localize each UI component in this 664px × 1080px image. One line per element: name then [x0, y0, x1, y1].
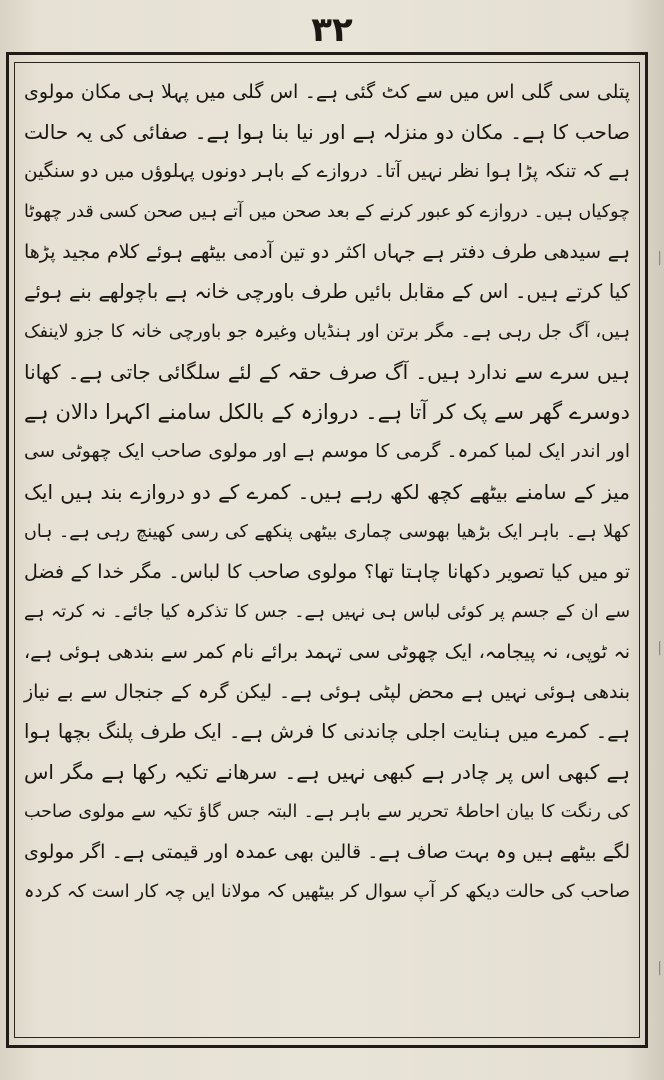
text-line: دوسرے گھر سے پک کر آتا ہے۔ دروازہ کے بالکل سامنے اکہرا دالان ہے — [24, 400, 630, 424]
text-line: ہے کبھی اس پر چادر ہے کبھی نہیں ہے۔ سرھانے تکیہ رکھا ہے مگر اس — [24, 760, 630, 784]
page-number: ۳۲ — [311, 10, 353, 50]
text-line: ہے۔ کمرے میں ہنایت اجلی چاندنی کا فرش ہے۔ ایک طرف پلنگ بچھا ہوا — [24, 720, 630, 743]
text-line: ہے کہ تنکہ پڑا ہوا نظر نہیں آتا۔ دروازے کے باہر دونوں پہلوؤں میں دو سنگین — [24, 161, 630, 182]
text-line: اور اندر ایک لمبا کمرہ۔ گرمی کا موسم ہے اور مولوی صاحب ایک چھوٹی سی — [24, 441, 630, 462]
margin-pencil-mark: | — [657, 640, 662, 656]
text-line: تو میں کیا تصویر دکھانا چاہتا تھا؟ مولوی صاحب کا لباس۔ مگر خدا کے فضل — [24, 561, 630, 583]
text-line: چوکیاں ہیں۔ دروازے کو عبور کرنے کے بعد صحن میں آتے ہیں صحن کسی قدر چھوٹا — [24, 202, 630, 222]
text-line: ہے سیدھی طرف دفتر ہے جہاں اکثر دو تین آدمی بیٹھے ہوئے کلام مجید پڑھا — [24, 241, 630, 263]
text-line: بندھی ہوئی نہیں ہے محض لپٹی ہوئی ہے۔ لیکن گرہ کے جنجال سے بے نیاز — [24, 681, 630, 703]
margin-pencil-mark: | — [657, 960, 662, 976]
text-line: صاحب کا ہے۔ مکان دو منزلہ ہے اور نیا بنا ہوا ہے۔ صفائی کی یہ حالت — [24, 120, 630, 144]
text-line: ہیں سرے سے ندارد ہیں۔ آگ صرف حقہ کے لئے سلگائی جاتی ہے۔ کھانا — [24, 360, 630, 384]
margin-pencil-mark: | — [657, 250, 662, 266]
urdu-text-block — [20, 72, 634, 1032]
text-line: کھلا ہے۔ باہر ایک بڑھیا بھوسی چماری بیٹھی پنکھے کی رسی کھینچ رہی ہے۔ ہاں — [24, 522, 630, 542]
text-line: صاحب کی حالت دیکھ کر آپ سوال کر بیٹھیں کہ مولانا ایں چہ کار است کہ کردہ — [24, 881, 630, 902]
text-line: ہیں، آگ جل رہی ہے۔ مگر برتن اور ہنڈیاں وغیرہ جو باورچی خانہ کا جزو لاینفک — [24, 322, 630, 342]
text-line: کی رنگت کا بیان احاطۂ تحریر سے باہر ہے۔ البتہ جس گاؤ تکیہ سے مولوی صاحب — [24, 802, 630, 822]
text-line: میز کے سامنے بیٹھے کچھ لکھ رہے ہیں۔ کمرے کے دو دروازے بند ہیں ایک — [24, 480, 630, 504]
text-line: لگے بیٹھے ہیں وہ بہت صاف ہے۔ قالین بھی عمدہ اور قیمتی ہے۔ اگر مولوی — [24, 841, 630, 863]
text-line: پتلی سی گلی اس میں سے کٹ گئی ہے۔ اس گلی میں پہلا ہی مکان مولوی — [24, 81, 630, 103]
text-line: کیا کرتے ہیں۔ اس کے مقابل بائیں طرف باورچی خانہ ہے باچولھے بنے ہوئے — [24, 280, 630, 303]
text-line: نہ ٹوپی، نہ پیجامہ، ایک چھوٹی سی تہمد برائے نام کمر سے بندھی ہوئی ہے، — [24, 641, 630, 663]
text-line: سے ان کے جسم پر کوئی لباس ہی نہیں ہے۔ جس کا تذکرہ کیا جائے۔ نہ کرتہ ہے — [24, 602, 630, 622]
